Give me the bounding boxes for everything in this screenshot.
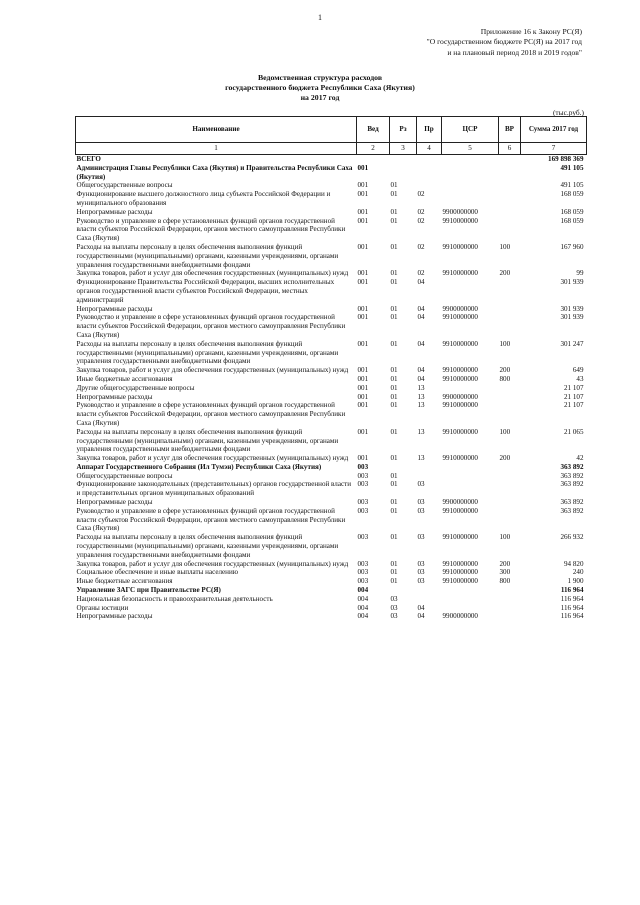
cell-sum: 491 105: [560, 181, 584, 190]
cell-name: Общегосударственные вопросы: [76, 181, 173, 190]
cell-vr: [499, 507, 521, 533]
cell-pr: [417, 472, 442, 481]
cell-pr: 02: [417, 269, 425, 278]
table-row: [76, 577, 587, 586]
cell-name: Закупка товаров, работ и услуг для обеспечения государственных (муниципальных) нужд: [76, 366, 349, 375]
cell-vr: [499, 164, 521, 182]
cell-vr: 100: [499, 533, 511, 542]
cell-name: Управление ЗАГС при Правительстве РС(Я): [76, 586, 221, 595]
cell-pr: 04: [417, 304, 425, 313]
cell-name: Социальное обеспечение и иные выплаты населению: [76, 568, 239, 577]
cell-csr: [442, 164, 499, 182]
cell-ved: 003: [357, 577, 369, 586]
cell-sum: 42: [576, 454, 584, 463]
cell-sum: 301 939: [560, 304, 584, 313]
cell-csr: 9910000000: [442, 269, 478, 278]
cell-rz: 01: [390, 577, 398, 586]
cell-pr: 13: [417, 401, 425, 410]
table-row: [76, 305, 587, 314]
table-row: [76, 340, 587, 366]
cell-name: ВСЕГО: [76, 155, 101, 163]
cell-vr: 200: [499, 269, 511, 278]
cell-rz: 01: [390, 339, 398, 348]
cell-name: Непрограммные расходы: [76, 498, 153, 507]
cell-csr: [442, 604, 499, 613]
cell-csr: 9910000000: [442, 366, 478, 375]
cell-csr: 9910000000: [442, 577, 478, 586]
cell-sum: 168 059: [560, 190, 584, 199]
cell-ved: 001: [357, 374, 369, 383]
cell-sum: 21 107: [563, 383, 584, 392]
cell-rz: 01: [390, 568, 398, 577]
cell-rz: 03: [390, 612, 398, 621]
cell-vr: [499, 472, 521, 481]
cell-csr: 9900000000: [442, 207, 478, 216]
cell-csr: [442, 463, 499, 472]
cell-pr: 04: [417, 313, 425, 322]
table-row: [76, 313, 587, 339]
cell-vr: [499, 401, 521, 427]
cell-name: Непрограммные расходы: [76, 207, 153, 216]
cell-rz: 01: [390, 392, 398, 401]
cell-csr: [442, 384, 499, 393]
cell-rz: [390, 586, 417, 595]
cell-pr: 02: [417, 190, 425, 199]
cell-sum: 1 900: [567, 577, 584, 586]
column-number: 6: [499, 143, 521, 155]
cell-csr: [442, 472, 499, 481]
cell-vr: [499, 190, 521, 208]
cell-pr: 03: [417, 480, 425, 489]
table-row: [76, 586, 587, 595]
cell-vr: [499, 604, 521, 613]
cell-vr: 200: [499, 559, 511, 568]
cell-pr: 04: [417, 366, 425, 375]
cell-rz: 01: [390, 207, 398, 216]
cell-vr: 200: [499, 366, 511, 375]
table-row: [76, 498, 587, 507]
cell-name: Национальная безопасность и правоохранительная деятельность: [76, 594, 273, 603]
cell-csr: 9910000000: [442, 313, 478, 322]
cell-sum: 94 820: [563, 559, 584, 568]
cell-pr: 02: [417, 207, 425, 216]
cell-ved: 001: [357, 366, 369, 375]
cell-ved: 004: [357, 612, 369, 621]
cell-sum: 21 107: [563, 401, 584, 410]
cell-ved: 004: [357, 603, 369, 612]
cell-vr: 100: [499, 427, 511, 436]
cell-sum: 240: [572, 568, 584, 577]
cell-name: Закупка товаров, работ и услуг для обеспечения государственных (муниципальных) нужд: [76, 269, 349, 278]
table-row: [76, 190, 587, 208]
cell-rz: 01: [390, 383, 398, 392]
cell-pr: 02: [417, 242, 425, 251]
cell-pr: [417, 181, 442, 190]
cell-vr: 100: [499, 339, 511, 348]
cell-ved: 003: [357, 506, 369, 515]
cell-rz: 01: [390, 427, 398, 436]
cell-vr: [499, 612, 521, 621]
cell-name: Непрограммные расходы: [76, 304, 153, 313]
cell-rz: 01: [390, 471, 398, 480]
cell-sum: 116 964: [560, 586, 584, 595]
page-number: 1: [318, 13, 322, 22]
cell-name: Непрограммные расходы: [76, 392, 153, 401]
cell-csr: 9910000000: [442, 339, 478, 348]
cell-sum: 116 964: [560, 594, 584, 603]
cell-vr: [499, 208, 521, 217]
cell-pr: 13: [417, 383, 425, 392]
cell-ved: 001: [357, 216, 369, 225]
table-row: [76, 217, 587, 243]
cell-sum: 116 964: [560, 603, 584, 612]
table-row: [76, 428, 587, 454]
cell-sum: 491 105: [560, 163, 584, 172]
table-row: [76, 568, 587, 577]
table-row: [76, 384, 587, 393]
cell-sum: 363 892: [560, 498, 584, 507]
cell-csr: [442, 190, 499, 208]
cell-sum: 99: [576, 269, 584, 278]
cell-pr: [417, 164, 442, 182]
header-rz: Рз: [390, 117, 417, 143]
cell-rz: 01: [390, 269, 398, 278]
cell-rz: 01: [390, 181, 398, 190]
cell-pr: 03: [417, 559, 425, 568]
cell-vr: [499, 305, 521, 314]
cell-ved: 003: [357, 533, 369, 542]
cell-pr: 03: [417, 498, 425, 507]
cell-vr: [499, 313, 521, 339]
cell-pr: [417, 595, 442, 604]
cell-ved: 001: [357, 392, 369, 401]
cell-sum: 169 898 369: [548, 155, 584, 163]
cell-rz: 01: [390, 559, 398, 568]
cell-name: Функционирование высшего должностного лица субъекта Российской Федерации и муниципального образования: [76, 190, 331, 207]
cell-rz: 03: [390, 594, 398, 603]
cell-rz: 03: [390, 603, 398, 612]
cell-csr: 9910000000: [442, 568, 478, 577]
cell-name: Администрация Главы Республики Саха (Якутия) и Правительства Республики Саха (Якутия): [76, 163, 353, 181]
cell-ved: 003: [357, 480, 369, 489]
cell-pr: 03: [417, 568, 425, 577]
cell-rz: 01: [390, 216, 398, 225]
cell-ved: 001: [357, 339, 369, 348]
cell-name: Функционирование законодательных (представительных) органов государственной власти и представительных органов муниципальных образований: [76, 480, 352, 498]
cell-csr: [442, 181, 499, 190]
cell-rz: 01: [390, 366, 398, 375]
cell-pr: 04: [417, 612, 425, 621]
header-ved: Вед: [357, 117, 390, 143]
cell-ved: 001: [357, 181, 369, 190]
cell-vr: 800: [499, 374, 511, 383]
cell-rz: 01: [390, 506, 398, 515]
cell-rz: 01: [390, 533, 398, 542]
cell-vr: [499, 278, 521, 304]
cell-ved: 001: [357, 207, 369, 216]
cell-pr: 04: [417, 374, 425, 383]
cell-pr: 04: [417, 339, 425, 348]
cell-csr: 9900000000: [442, 304, 478, 313]
cell-pr: 13: [417, 392, 425, 401]
cell-vr: 300: [499, 568, 511, 577]
cell-ved: 001: [357, 163, 369, 172]
cell-vr: [499, 217, 521, 243]
cell-name: Аппарат Государственного Собрания (Ил Тумэн) Республики Саха (Якутия): [76, 462, 322, 471]
cell-sum: 301 247: [560, 339, 584, 348]
appendix-line-1: Приложение 16 к Закону РС(Я): [480, 27, 582, 36]
cell-vr: [499, 384, 521, 393]
title-line-1: Ведомственная структура расходов: [257, 73, 383, 82]
header-vr: ВР: [499, 117, 521, 143]
column-number: 1: [76, 143, 357, 155]
cell-rz: 01: [390, 190, 398, 199]
cell-sum: 649: [572, 366, 584, 375]
cell-ved: 003: [357, 462, 369, 471]
cell-sum: 266 932: [560, 533, 584, 542]
cell-vr: 200: [499, 454, 511, 463]
cell-name: Руководство и управление в сфере установленных функций органов государственной власти субъектов Российской Федерации, органов местного самоуправления Республики Саха (Якутия): [76, 216, 346, 243]
cell-name: Иные бюджетные ассигнования: [76, 374, 173, 383]
cell-ved: 001: [357, 313, 369, 322]
cell-name: Закупка товаров, работ и услуг для обеспечения государственных (муниципальных) нужд: [76, 559, 349, 568]
header-sum: Сумма 2017 год: [521, 117, 587, 143]
cell-ved: [357, 155, 390, 164]
cell-vr: [499, 498, 521, 507]
cell-vr: [499, 586, 521, 595]
table-row: [76, 269, 587, 278]
cell-csr: 9900000000: [442, 392, 478, 401]
cell-pr: [417, 586, 442, 595]
cell-sum: 43: [576, 374, 584, 383]
cell-name: Другие общегосударственные вопросы: [76, 383, 195, 392]
document-title: [0, 73, 640, 103]
table-row: [76, 604, 587, 613]
cell-pr: 04: [417, 278, 425, 287]
header-csr: ЦСР: [442, 117, 499, 143]
table-row: [76, 393, 587, 402]
column-number-row: [76, 143, 587, 155]
cell-sum: 301 939: [560, 278, 584, 287]
table-row: [76, 401, 587, 427]
cell-vr: 800: [499, 577, 511, 586]
cell-pr: 03: [417, 533, 425, 542]
table-row: [76, 595, 587, 604]
cell-rz: 01: [390, 480, 398, 489]
units-label: (тыс.руб.): [552, 108, 584, 117]
cell-csr: 9910000000: [442, 374, 478, 383]
table-row: [76, 612, 587, 621]
column-number: 3: [390, 143, 417, 155]
cell-name: Закупка товаров, работ и услуг для обеспечения государственных (муниципальных) нужд: [76, 454, 349, 463]
cell-rz: 01: [390, 242, 398, 251]
cell-rz: 01: [390, 454, 398, 463]
cell-pr: 03: [417, 506, 425, 515]
cell-csr: 9910000000: [442, 559, 478, 568]
cell-ved: 004: [357, 594, 369, 603]
cell-rz: [390, 155, 417, 164]
cell-sum: 363 892: [560, 471, 584, 480]
cell-sum: 301 939: [560, 313, 584, 322]
cell-pr: 02: [417, 216, 425, 225]
cell-sum: 168 059: [560, 207, 584, 216]
cell-pr: 13: [417, 454, 425, 463]
title-line-3: на 2017 год: [300, 93, 340, 102]
cell-csr: 9910000000: [442, 242, 478, 251]
cell-ved: 004: [357, 586, 369, 595]
cell-sum: 167 960: [560, 242, 584, 251]
cell-ved: 001: [357, 278, 369, 287]
cell-name: Расходы на выплаты персоналу в целях обеспечения выполнения функций государственными (муниципальными) органами, казенными учреждениями, органами управления государственными внебюджетными фондами: [76, 242, 339, 269]
cell-rz: 01: [390, 498, 398, 507]
cell-ved: 001: [357, 454, 369, 463]
cell-csr: 9910000000: [442, 454, 478, 463]
expenditure-table: [75, 116, 587, 621]
cell-sum: 363 892: [560, 480, 584, 489]
cell-sum: 168 059: [560, 216, 584, 225]
cell-pr: [417, 463, 442, 472]
title-line-2: государственного бюджета Республики Саха (Якутия): [225, 83, 415, 92]
cell-csr: 9900000000: [442, 498, 478, 507]
cell-rz: 01: [390, 401, 398, 410]
table-row: [76, 243, 587, 269]
cell-csr: [442, 480, 499, 498]
cell-ved: 001: [357, 242, 369, 251]
cell-sum: 116 964: [560, 612, 584, 621]
cell-sum: 363 892: [560, 506, 584, 515]
cell-rz: 01: [390, 313, 398, 322]
cell-ved: 001: [357, 427, 369, 436]
table-row: [76, 278, 587, 304]
cell-vr: [499, 181, 521, 190]
table-row: [76, 463, 587, 472]
cell-vr: [499, 595, 521, 604]
cell-name: Органы юстиции: [76, 603, 129, 612]
cell-ved: 003: [357, 559, 369, 568]
cell-rz: [390, 463, 417, 472]
cell-name: Расходы на выплаты персоналу в целях обеспечения выполнения функций государственными (муниципальными) органами, казенными учреждениями, органами управления государственными внебюджетными фондами: [76, 427, 339, 454]
cell-ved: 001: [357, 190, 369, 199]
cell-pr: 03: [417, 577, 425, 586]
cell-csr: [442, 586, 499, 595]
cell-csr: 9910000000: [442, 533, 478, 542]
cell-rz: [390, 164, 417, 182]
cell-pr: 04: [417, 603, 425, 612]
header-name: Наименование: [76, 117, 357, 143]
cell-csr: [442, 278, 499, 304]
appendix-line-2: "О государственном бюджете РС(Я) на 2017 год: [426, 37, 582, 47]
cell-vr: [499, 480, 521, 498]
cell-name: Функционирование Правительства Российской Федерации, высших исполнительных органов государственной власти субъектов Российской Федерации, местных администраций: [76, 278, 335, 304]
cell-ved: 001: [357, 383, 369, 392]
cell-rz: 01: [390, 278, 398, 287]
cell-csr: 9910000000: [442, 401, 478, 410]
table-row: [76, 507, 587, 533]
cell-name: Руководство и управление в сфере установленных функций органов государственной власти субъектов Российской Федерации, органов местного самоуправления Республики Саха (Якутия): [76, 506, 346, 533]
cell-ved: 001: [357, 401, 369, 410]
cell-sum: 21 065: [563, 427, 584, 436]
column-number: 4: [417, 143, 442, 155]
cell-name: Расходы на выплаты персоналу в целях обеспечения выполнения функций государственными (муниципальными) органами, казенными учреждениями, органами управления государственными внебюджетными фондами: [76, 533, 339, 559]
cell-vr: [499, 463, 521, 472]
cell-sum: 363 892: [560, 462, 584, 471]
table-row: [76, 480, 587, 498]
cell-name: Непрограммные расходы: [76, 612, 153, 621]
table-body: [76, 155, 587, 622]
table-row: [76, 375, 587, 384]
cell-ved: 003: [357, 471, 369, 480]
cell-sum: 21 107: [563, 392, 584, 401]
table-row: [76, 366, 587, 375]
column-number: 2: [357, 143, 390, 155]
cell-name: Руководство и управление в сфере установленных функций органов государственной власти субъектов Российской Федерации, органов местного самоуправления Республики Саха (Якутия): [76, 401, 346, 427]
cell-csr: [442, 595, 499, 604]
cell-rz: 01: [390, 374, 398, 383]
table-row: [76, 560, 587, 569]
table-header-row: [76, 117, 587, 143]
cell-ved: 003: [357, 498, 369, 507]
cell-csr: 9900000000: [442, 612, 478, 621]
cell-vr: 100: [499, 242, 511, 251]
cell-name: Общегосударственные вопросы: [76, 471, 173, 480]
cell-name: Расходы на выплаты персоналу в целях обеспечения выполнения функций государственными (муниципальными) органами, казенными учреждениями, органами управления государственными внебюджетными фондами: [76, 339, 339, 366]
table-row: [76, 472, 587, 481]
cell-csr: [442, 155, 499, 164]
cell-ved: 001: [357, 269, 369, 278]
cell-pr: [417, 155, 442, 164]
cell-csr: 9910000000: [442, 427, 478, 436]
table-row: [76, 155, 587, 164]
cell-name: Руководство и управление в сфере установленных функций органов государственной власти субъектов Российской Федерации, органов местного самоуправления Республики Саха (Якутия): [76, 313, 346, 339]
cell-csr: 9910000000: [442, 506, 478, 515]
table-row: [76, 533, 587, 559]
cell-ved: 003: [357, 568, 369, 577]
table-row: [76, 181, 587, 190]
cell-csr: 9910000000: [442, 216, 478, 225]
table-row: [76, 208, 587, 217]
cell-vr: [499, 393, 521, 402]
cell-ved: 001: [357, 304, 369, 313]
cell-rz: 01: [390, 304, 398, 313]
header-pr: Пр: [417, 117, 442, 143]
cell-pr: 13: [417, 427, 425, 436]
column-number: 5: [442, 143, 499, 155]
cell-vr: [499, 155, 521, 164]
cell-name: Иные бюджетные ассигнования: [76, 577, 173, 586]
appendix-note: [427, 27, 582, 58]
table-row: [76, 164, 587, 182]
table-row: [76, 454, 587, 463]
column-number: 7: [521, 143, 587, 155]
appendix-line-3: и на плановый период 2018 и 2019 годов": [447, 47, 582, 57]
